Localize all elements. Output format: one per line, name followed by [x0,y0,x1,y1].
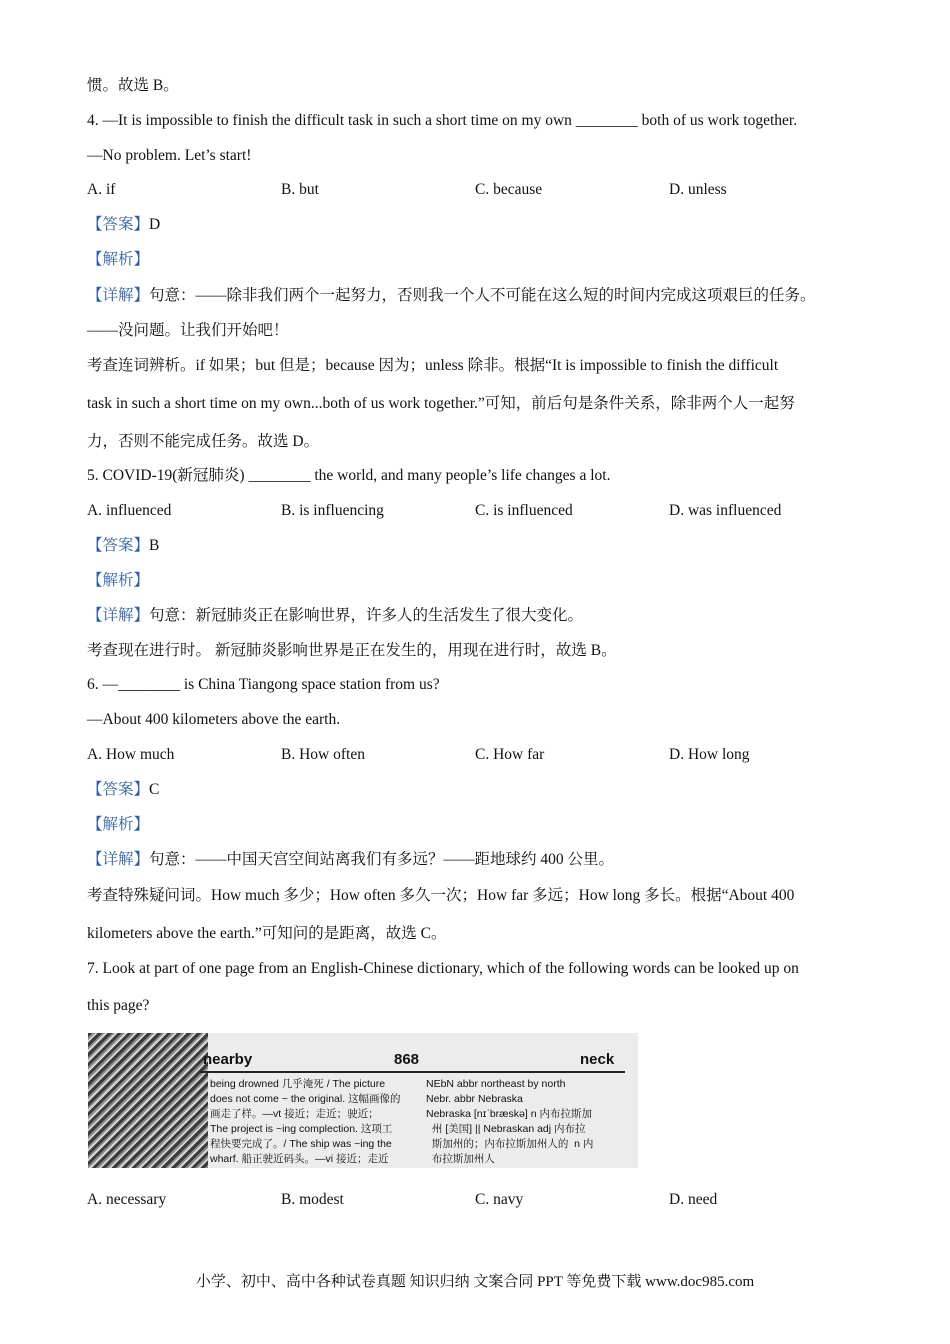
dictionary-header-rule [200,1071,625,1073]
page-footer: 小学、初中、高中各种试卷真题 知识归纳 文案合同 PPT 等免费下载 www.doc985.com [195,1274,755,1290]
answer-value: D [149,216,161,233]
dictionary-left-column: being drowned 几乎淹死 / The picture does not come ~ the original. 这幅画像的 画走了样。—vt 接近；走近；驶近； The project is ~ing complection. 这项工 程快要完成了。/ The ship was ~ing the wharf. 船正驶近码头。—vi 接近；走近 [210,1078,401,1165]
question-6-detail-line: 考查特殊疑问词。How much 多少；How often 多久一次；How far 多远；How long 多长。根据“About 400 [87,887,795,904]
option-b: B. modest [281,1191,344,1208]
option-b: B. but [281,181,319,198]
question-4-detail-line: 考查连词辨析。if 如果；but 但是；because 因为；unless 除非。根据“It is impossible to finish the difficult [87,357,779,374]
dictionary-page-number: 868 [394,1051,420,1068]
question-4-options [87,180,887,200]
question-5-detail-line [87,606,583,626]
question-5-analysis-tag: 【解析】 [87,572,150,589]
dictionary-left-guide-word: nearby [203,1051,253,1068]
option-a: A. necessary [87,1191,167,1208]
option-b: B. is influencing [281,502,384,519]
option-c: C. How far [475,746,545,763]
detail-text: 句意：新冠肺炎正在影响世界，许多人的生活发生了很大变化。 [149,607,584,624]
dictionary-right-column: NEbN abbr northeast by north Nebr. abbr Nebraska Nebraska [nɪˈbræskə] n 内布拉斯加 州 [美国] || Nebraskan adj 内布拉 斯加州的；内布拉斯加州人的 n 内 布拉斯加州人 [426,1078,594,1165]
scan-shadow [88,1033,208,1168]
question-6-stem: 6. —________ is China Tiangong space station from us? [87,676,440,693]
question-4-analysis-tag: 【解析】 [87,251,150,268]
intro-tail: 惯。故选 B。 [87,77,179,94]
question-6-options [87,745,887,765]
question-6-detail-line: kilometers above the earth.”可知问的是距离，故选 C。 [87,925,447,942]
question-4-answer [87,215,160,235]
question-6-reply: —About 400 kilometers above the earth. [87,711,341,728]
option-a: A. How much [87,746,175,763]
detail-tag: 【详解】 [87,851,150,868]
option-c: C. is influenced [475,502,573,519]
option-d: D. need [669,1191,718,1208]
question-7-stem: 7. Look at part of one page from an English-Chinese dictionary, which of the following words can be looked up on [87,960,799,977]
option-c: C. navy [475,1191,524,1208]
question-6-answer [87,780,159,800]
question-5-options [87,501,887,521]
question-4-detail-line [87,286,816,306]
detail-text: 句意：——中国天宫空间站离我们有多远？——距地球约 400 公里。 [149,851,615,868]
option-b: B. How often [281,746,365,763]
option-c: C. because [475,181,543,198]
question-4-detail-line: 力，否则不能完成任务。故选 D。 [87,433,320,450]
dictionary-right-guide-word: neck [580,1051,615,1068]
option-d: D. How long [669,746,750,763]
question-7-stem: this page? [87,997,150,1014]
question-4-detail-line: task in such a short time on my own...both of us work together.”可知，前后句是条件关系，除非两个人一起努 [87,395,795,412]
question-4-detail-line: ——没问题。让我们开始吧！ [87,322,289,339]
dictionary-page-image [88,1033,638,1168]
detail-tag: 【详解】 [87,287,150,304]
question-6-detail-line [87,850,614,870]
option-a: A. influenced [87,502,172,519]
question-5-stem: 5. COVID-19(新冠肺炎) ________ the world, and many people’s life changes a lot. [87,467,611,484]
question-6-analysis-tag: 【解析】 [87,816,150,833]
detail-text: 句意：——除非我们两个一起努力，否则我一个人不可能在这么短的时间内完成这项艰巨的任务。 [149,287,816,304]
answer-tag: 【答案】 [87,216,150,233]
answer-tag: 【答案】 [87,537,150,554]
question-4-stem: 4. —It is impossible to finish the difficult task in such a short time on my own ________ both of us work together. [87,112,798,129]
question-5-answer [87,536,159,556]
question-4-reply: —No problem. Let’s start! [87,147,252,164]
answer-tag: 【答案】 [87,781,150,798]
question-7-options [87,1190,887,1210]
answer-value: B [149,537,160,554]
question-5-detail-line: 考查现在进行时。 新冠肺炎影响世界是正在发生的，用现在进行时，故选 B。 [87,642,617,659]
option-d: D. was influenced [669,502,782,519]
answer-value: C [149,781,160,798]
option-d: D. unless [669,181,727,198]
detail-tag: 【详解】 [87,607,150,624]
option-a: A. if [87,181,116,198]
